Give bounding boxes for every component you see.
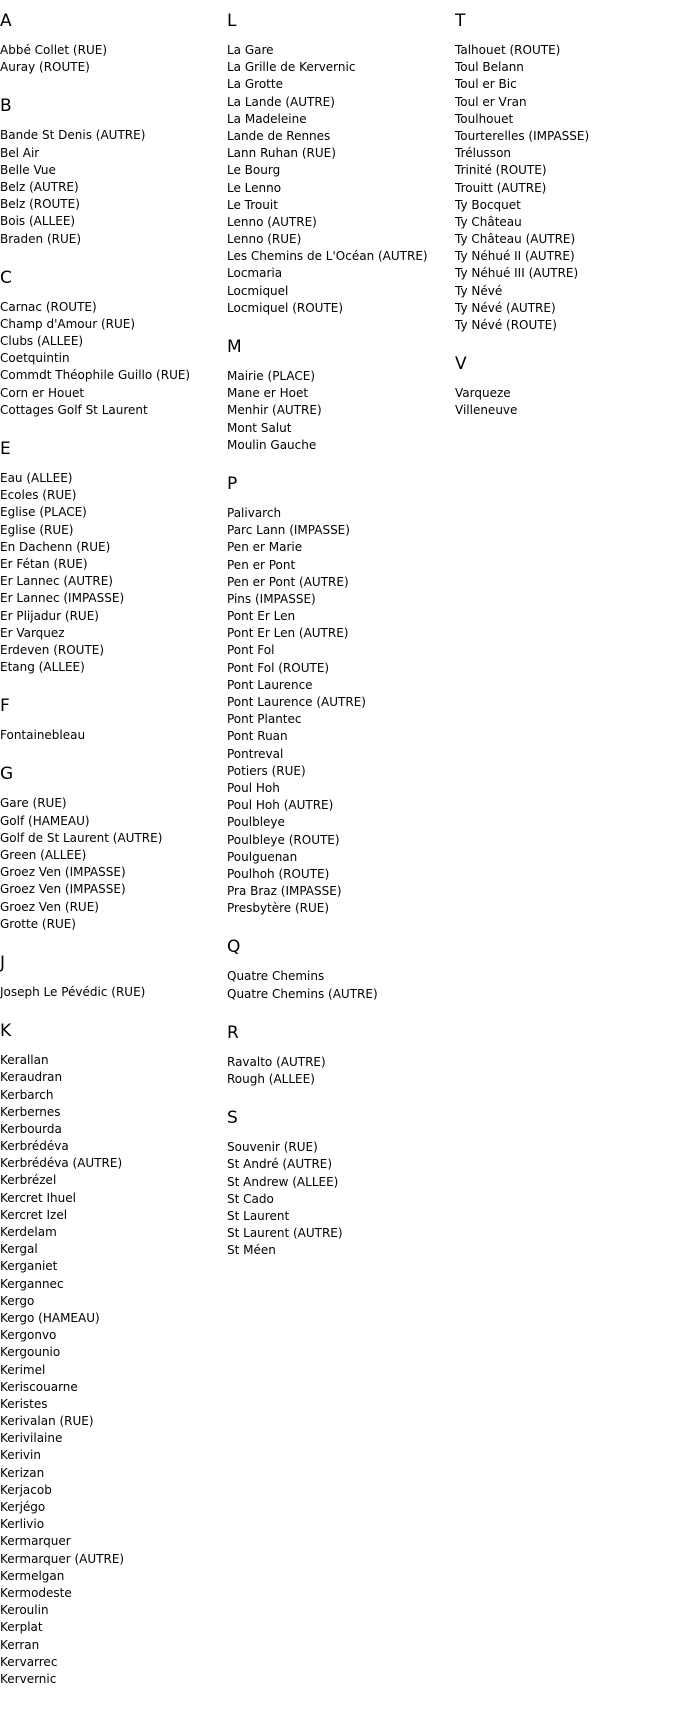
street-list <box>0 42 225 76</box>
street-name: Pont Fol (ROUTE) <box>227 660 330 675</box>
street-name: Kerivilaine <box>0 1431 63 1446</box>
street-name: La Lande (AUTRE) <box>227 94 335 109</box>
street-name: Ecoles (RUE) <box>0 488 77 503</box>
street-name: Kerganiet <box>0 1259 58 1274</box>
letter-section <box>227 1023 452 1088</box>
street-name: Pont Laurence (AUTRE) <box>227 695 366 709</box>
street-name: Lande de Rennes <box>227 128 331 143</box>
section-letter-heading: M <box>227 337 242 357</box>
street-name: Kerallan <box>0 1053 49 1068</box>
street-name: Golf de St Laurent (AUTRE) <box>0 830 163 845</box>
street-name: En Dachenn (RUE) <box>0 539 111 554</box>
street-name: Kerdelam <box>0 1225 57 1239</box>
street-name: Kerbrédéva (AUTRE) <box>0 1156 123 1171</box>
street-name: Mane er Hoet <box>227 386 309 401</box>
street-name: Mont Salut <box>227 420 292 435</box>
street-name: Rough (ALLEE) <box>227 1072 315 1086</box>
street-name: St Méen <box>227 1243 276 1258</box>
street-name: Ty Château <box>455 214 522 229</box>
street-list <box>227 968 452 1002</box>
street-name: Bande St Denis (AUTRE) <box>0 128 146 143</box>
street-name: Keristes <box>0 1396 48 1411</box>
street-name: Pont Fol <box>227 643 275 658</box>
street-list <box>0 299 225 419</box>
street-name: Kerjégo <box>0 1500 46 1514</box>
street-name: Champ d'Amour (RUE) <box>0 316 136 331</box>
street-name: Green (ALLEE) <box>0 848 87 862</box>
street-name: Lann Ruhan (RUE) <box>227 146 336 161</box>
street-name: Eglise (PLACE) <box>0 505 87 520</box>
street-name: Trélusson <box>455 146 512 161</box>
street-list <box>455 42 675 334</box>
street-name: Poulhoh (ROUTE) <box>227 866 330 881</box>
street-name: La Madeleine <box>227 111 307 126</box>
street-name: Kerplat <box>0 1620 43 1635</box>
street-name: Locmiquel (ROUTE) <box>227 300 344 315</box>
street-name: Toul er Bic <box>455 77 517 92</box>
street-name: St Cado <box>227 1191 274 1206</box>
street-name: St Laurent <box>227 1208 290 1223</box>
street-name: Poul Hoh (AUTRE) <box>227 798 334 813</box>
street-name: Ty Bocquet <box>455 197 521 212</box>
street-name: Kermodeste <box>0 1585 72 1600</box>
street-name: Trinité (ROUTE) <box>455 163 547 178</box>
street-list <box>0 727 225 744</box>
street-name: Kerbarch <box>0 1087 54 1102</box>
street-name: Keriscouarne <box>0 1379 78 1394</box>
street-name: Kerlivio <box>0 1517 45 1532</box>
letter-section <box>0 96 225 247</box>
street-name: Pont Laurence <box>227 677 313 692</box>
letter-section <box>0 953 225 1001</box>
street-name: Kervernic <box>0 1671 57 1686</box>
street-name: Auray (ROUTE) <box>0 60 90 75</box>
street-name: Er Varquez <box>0 625 65 640</box>
street-name: Kergounio <box>0 1345 61 1360</box>
street-name: Kermarquer <box>0 1534 71 1549</box>
street-name: Kermarquer (AUTRE) <box>0 1551 125 1566</box>
street-name: Locmiquel <box>227 283 289 298</box>
section-letter-heading: E <box>0 439 11 459</box>
section-letter-heading: G <box>0 764 14 785</box>
street-name: Keroulin <box>0 1603 49 1618</box>
street-name: Mairie (PLACE) <box>227 369 316 383</box>
street-name: Etang (ALLEE) <box>0 660 85 675</box>
street-name: Kergal <box>0 1242 38 1257</box>
section-letter-heading: Q <box>227 937 241 958</box>
street-name: Tourterelles (IMPASSE) <box>455 128 590 143</box>
street-name: Poulbleye (ROUTE) <box>227 832 340 847</box>
street-name: Talhouet (ROUTE) <box>455 43 561 57</box>
street-name: Souvenir (RUE) <box>227 1140 318 1155</box>
street-name: Lenno (AUTRE) <box>227 214 317 229</box>
letter-section <box>227 1108 452 1259</box>
street-name: Eglise (RUE) <box>0 522 74 537</box>
street-name: Kercret Ihuel <box>0 1190 76 1205</box>
street-list <box>227 42 452 317</box>
section-letter-heading: P <box>227 473 238 494</box>
street-name: Keraudran <box>0 1070 63 1085</box>
street-name: Le Lenno <box>227 180 282 195</box>
street-name: Trouitt (AUTRE) <box>455 180 547 195</box>
section-letter-heading: F <box>0 696 10 717</box>
street-name: Kerbrézel <box>0 1173 57 1188</box>
section-letter-heading: K <box>0 1021 12 1042</box>
letter-section <box>227 337 452 454</box>
section-letter-heading: R <box>227 1022 239 1043</box>
street-name: Kerjacob <box>0 1482 52 1497</box>
street-list <box>0 984 225 1001</box>
street-column-3 <box>455 0 675 420</box>
street-name: La Grotte <box>227 77 283 92</box>
letter-section <box>227 11 452 317</box>
street-name: Kerran <box>0 1637 40 1652</box>
street-name: Kerbourda <box>0 1121 62 1136</box>
street-name: Kergo <box>0 1293 35 1308</box>
street-name: Ty Névé (AUTRE) <box>455 300 556 315</box>
street-name: Kermelgan <box>0 1568 65 1583</box>
street-name: Varqueze <box>455 386 511 401</box>
section-letter-heading: A <box>0 11 12 31</box>
street-name: La Gare <box>227 43 274 57</box>
street-name: Belz (AUTRE) <box>0 179 79 194</box>
street-name: Er Fétan (RUE) <box>0 556 88 571</box>
street-name: Pont Er Len <box>227 609 296 624</box>
street-name: Le Bourg <box>227 163 281 178</box>
street-name: Erdeven (ROUTE) <box>0 642 105 657</box>
section-letter-heading: L <box>227 11 237 31</box>
street-name: Potiers (RUE) <box>227 763 306 778</box>
street-name: Kerimel <box>0 1362 46 1377</box>
street-name: Groez Ven (IMPASSE) <box>0 882 126 897</box>
street-name: Ty Névé <box>455 283 503 298</box>
street-name: Golf (HAMEAU) <box>0 813 90 828</box>
street-list <box>227 368 452 454</box>
street-name: Eau (ALLEE) <box>0 471 73 485</box>
street-name: Gare (RUE) <box>0 796 67 811</box>
street-name: Kergo (HAMEAU) <box>0 1310 100 1325</box>
street-list <box>0 795 225 933</box>
street-name: Joseph Le Pévédic (RUE) <box>0 984 146 999</box>
letter-section <box>0 268 225 419</box>
street-name: Parc Lann (IMPASSE) <box>227 523 350 538</box>
street-name: Poulguenan <box>227 849 298 864</box>
street-name: Corn er Houet <box>0 385 85 400</box>
street-name: Pen er Pont (AUTRE) <box>227 574 349 589</box>
street-name: Commdt Théophile Guillo (RUE) <box>0 368 191 383</box>
street-name: Ty Château (AUTRE) <box>455 232 576 247</box>
section-letter-heading: B <box>0 96 12 117</box>
street-name: Lenno (RUE) <box>227 232 302 247</box>
street-name: Belz (ROUTE) <box>0 197 80 212</box>
street-name: Pontreval <box>227 746 284 761</box>
street-name: Ravalto (AUTRE) <box>227 1054 326 1069</box>
section-letter-heading: T <box>455 11 466 31</box>
street-name: Toul er Vran <box>455 94 527 109</box>
street-name: Belle Vue <box>0 162 56 177</box>
street-name: Le Trouit <box>227 197 278 212</box>
street-name: Kerivalan (RUE) <box>0 1414 94 1429</box>
street-name: Braden (RUE) <box>0 231 82 246</box>
street-name: La Grille de Kervernic <box>227 60 356 75</box>
street-name: Ty Néhué II (AUTRE) <box>455 249 575 264</box>
street-name: Bel Air <box>0 145 40 160</box>
street-name: Toul Belann <box>455 60 524 75</box>
street-list <box>227 1139 452 1259</box>
letter-section <box>0 696 225 744</box>
letter-section <box>0 764 225 933</box>
street-name: Kercret Izel <box>0 1207 68 1222</box>
letter-section <box>0 1021 225 1688</box>
street-name: Ty Névé (ROUTE) <box>455 318 557 332</box>
section-letter-heading: C <box>0 267 12 288</box>
street-name: Menhir (AUTRE) <box>227 403 322 418</box>
street-name: Poul Hoh <box>227 780 280 795</box>
street-name: Presbytère (RUE) <box>227 901 330 916</box>
street-list <box>0 127 225 247</box>
street-name: Bois (ALLEE) <box>0 214 76 229</box>
street-name: Kerbrédéva <box>0 1139 69 1154</box>
street-name: Kergannec <box>0 1276 64 1291</box>
street-name: Pen er Marie <box>227 540 303 555</box>
street-name: Ty Néhué III (AUTRE) <box>455 266 579 281</box>
street-name: Kerbernes <box>0 1104 61 1119</box>
street-name: St Laurent (AUTRE) <box>227 1226 343 1241</box>
street-name: Groez Ven (IMPASSE) <box>0 865 126 880</box>
street-list <box>0 470 225 676</box>
street-name: Pont Er Len (AUTRE) <box>227 626 349 641</box>
street-name: Kergonvo <box>0 1328 57 1343</box>
street-name: Pins (IMPASSE) <box>227 591 316 606</box>
street-name: Carnac (ROUTE) <box>0 299 97 314</box>
street-name: Kerizan <box>0 1465 45 1480</box>
street-list <box>455 385 675 419</box>
street-name: Villeneuve <box>455 403 518 418</box>
letter-section <box>455 354 675 419</box>
street-name: Toulhouet <box>455 111 514 126</box>
street-name: Pont Ruan <box>227 729 288 744</box>
street-name: Er Lannec (IMPASSE) <box>0 591 125 606</box>
street-name: Pont Plantec <box>227 712 302 727</box>
street-name: Quatre Chemins <box>227 969 325 984</box>
letter-section <box>0 11 225 76</box>
street-name: Moulin Gauche <box>227 437 317 452</box>
street-name: St Andrew (ALLEE) <box>227 1174 339 1189</box>
street-name: Poulbleye <box>227 815 285 830</box>
street-column-1 <box>0 0 225 1688</box>
letter-section <box>0 439 225 676</box>
street-list <box>227 505 452 918</box>
street-name: Pen er Pont <box>227 557 296 572</box>
street-name: Fontainebleau <box>0 728 86 743</box>
street-name: Groez Ven (RUE) <box>0 899 99 914</box>
section-letter-heading: S <box>227 1108 238 1129</box>
letter-section <box>227 937 452 1002</box>
street-name: Kerivin <box>0 1448 41 1463</box>
street-name: Abbé Collet (RUE) <box>0 43 107 57</box>
street-name: Er Lannec (AUTRE) <box>0 574 113 589</box>
street-name: Palivarch <box>227 505 282 520</box>
street-name: Er Plijadur (RUE) <box>0 608 99 623</box>
street-name: Clubs (ALLEE) <box>0 334 84 349</box>
street-list <box>0 1052 225 1688</box>
street-name: Pra Braz (IMPASSE) <box>227 884 342 899</box>
section-letter-heading: J <box>0 952 6 973</box>
letter-section <box>455 11 675 334</box>
street-name: Quatre Chemins (AUTRE) <box>227 986 378 1001</box>
street-name: Cottages Golf St Laurent <box>0 402 148 417</box>
letter-section <box>227 474 452 918</box>
street-name: Locmaria <box>227 266 283 281</box>
street-list <box>227 1054 452 1088</box>
street-name: Kervarrec <box>0 1654 58 1669</box>
street-name: Coetquintin <box>0 351 70 366</box>
street-name: Les Chemins de L'Océan (AUTRE) <box>227 249 428 264</box>
street-name: Grotte (RUE) <box>0 916 76 931</box>
street-column-2 <box>227 0 452 1260</box>
section-letter-heading: V <box>455 354 467 375</box>
street-name: St André (AUTRE) <box>227 1157 333 1172</box>
